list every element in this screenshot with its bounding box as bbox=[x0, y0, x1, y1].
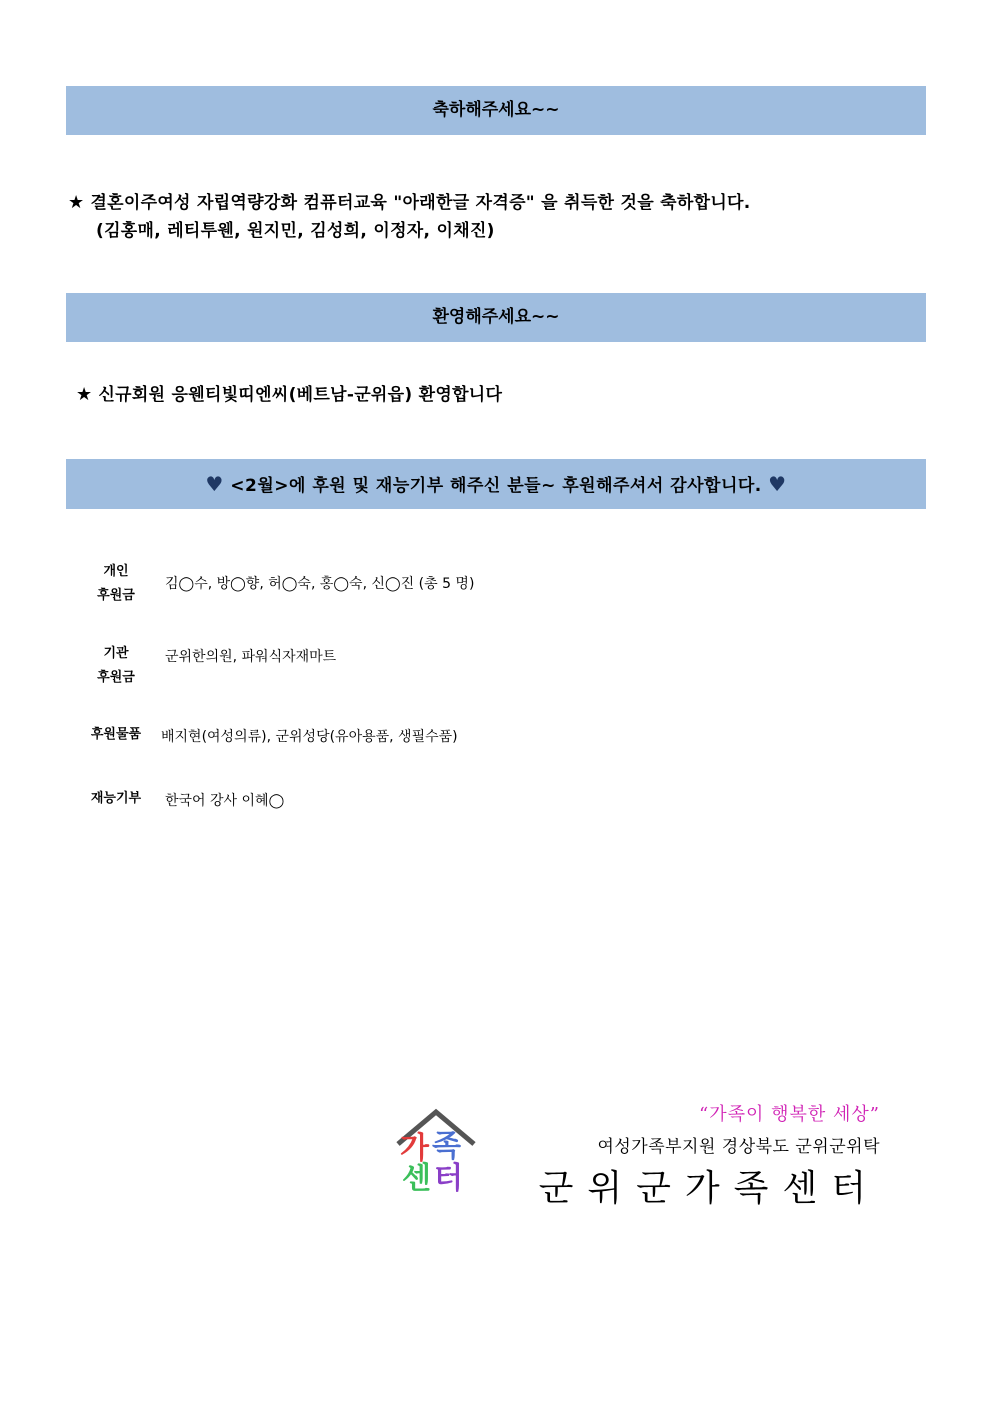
congrats-line-1 bbox=[68, 188, 751, 213]
logo-char: 센 bbox=[402, 1161, 431, 1196]
row-label-line: 후원금 bbox=[97, 670, 135, 685]
heart-icon: ♥ bbox=[205, 472, 224, 496]
congrats-title: 축하해주세요~~ bbox=[432, 100, 560, 120]
row-label-line: 후원금 bbox=[97, 588, 135, 603]
logo-char: 가 bbox=[400, 1131, 429, 1166]
congrats-text: 결혼이주여성 자립역량강화 컴퓨터교육 "아래한글 자격증" 을 취득한 것을 축하합니다. bbox=[90, 193, 751, 213]
donation-row-label bbox=[80, 642, 152, 690]
logo-char: 터 bbox=[434, 1161, 463, 1196]
donation-title: <2월>에 후원 및 재능기부 해주신 분들~ 후원해주셔서 감사합니다. bbox=[230, 476, 762, 496]
row-label-line: 재능기부 bbox=[90, 791, 142, 806]
row-label-line: 후원물품 bbox=[90, 727, 142, 742]
donation-row-value: 김◯수, 방◯향, 허◯숙, 홍◯숙, 신◯진 (총 5 명) bbox=[165, 576, 475, 592]
logo-char: 족 bbox=[432, 1129, 461, 1164]
welcome-title: 환영해주세요~~ bbox=[432, 307, 560, 327]
sponsor-line: 여성가족부지원 경상북도 군위군위탁 bbox=[597, 1137, 880, 1157]
star-icon: ★ bbox=[68, 192, 85, 213]
donation-row-label bbox=[80, 560, 152, 608]
row-label-line: 개인 bbox=[103, 564, 129, 579]
donation-row-value: 군위한의원, 파워식자재마트 bbox=[165, 649, 337, 665]
star-icon: ★ bbox=[76, 384, 93, 405]
center-name: 군위군가족센터 bbox=[538, 1168, 880, 1209]
heart-icon: ♥ bbox=[768, 472, 787, 496]
welcome-line bbox=[76, 380, 502, 405]
family-center-logo bbox=[394, 1108, 478, 1196]
donation-row-label bbox=[80, 787, 152, 811]
row-label-line: 기관 bbox=[103, 646, 129, 661]
donation-row-label bbox=[80, 723, 152, 747]
welcome-text: 신규회원 응웬티빛띠엔씨(베트남-군위읍) 환영합니다 bbox=[98, 385, 503, 405]
congrats-names: (김홍매, 레티투웬, 원지민, 김성희, 이정자, 이채진) bbox=[96, 221, 495, 241]
donation-row-value: 한국어 강사 이혜◯ bbox=[165, 793, 285, 809]
welcome-header bbox=[66, 293, 926, 342]
donation-header bbox=[66, 459, 926, 509]
motto: “가족이 행복한 세상” bbox=[699, 1104, 880, 1125]
donation-row-value: 배지현(여성의류), 군위성당(유아용품, 생필수품) bbox=[161, 729, 458, 745]
congrats-header bbox=[66, 86, 926, 135]
